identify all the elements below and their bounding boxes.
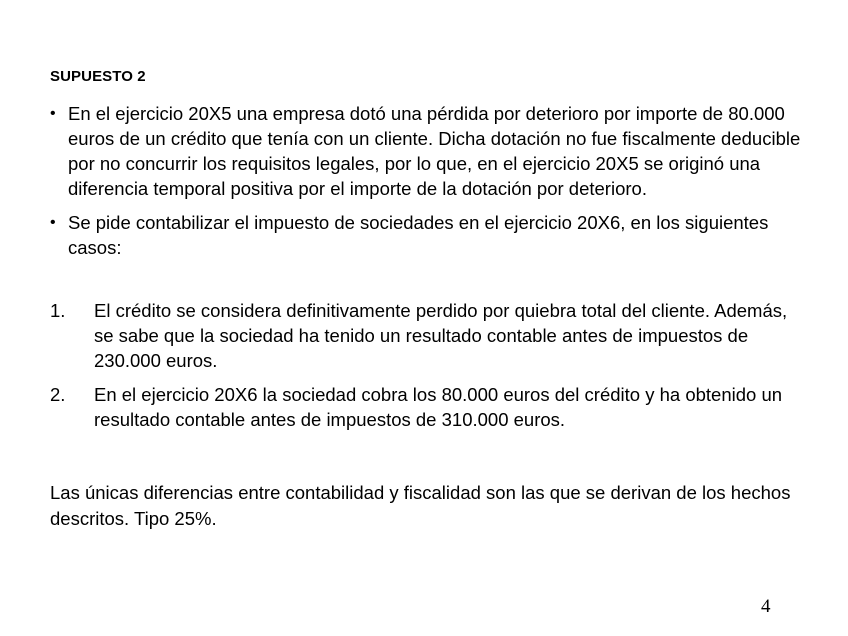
slide-heading: SUPUESTO 2 <box>50 68 146 85</box>
cases-numbered-list <box>50 298 810 441</box>
bullet-item <box>50 210 810 260</box>
bullet-text: En el ejercicio 20X5 una empresa dotó una pérdida por deterioro por importe de 80.000 euros de un crédito que tenía con un cliente. Dicha dotación no fue fiscalmente deducible por no concurrir los requisitos legales, por lo que, en el ejercicio 20X5 se originó una diferencia temporal positiva por el importe de la dotación por deterioro. <box>68 103 801 199</box>
page-number: 4 <box>761 596 771 617</box>
case-number: 2. <box>50 384 66 405</box>
bullet-item <box>50 101 810 201</box>
bullet-dot-icon: • <box>50 105 56 122</box>
bullet-text: Se pide contabilizar el impuesto de sociedades en el ejercicio 20X6, en los siguientes casos: <box>68 212 769 258</box>
bullet-dot-icon: • <box>50 214 56 231</box>
case-text: El crédito se considera definitivamente perdido por quiebra total del cliente. Además, se sabe que la sociedad ha tenido un resultado contable antes de impuestos de 230.000 euros. <box>94 300 788 371</box>
case-item <box>50 382 810 432</box>
case-item <box>50 298 810 373</box>
case-number: 1. <box>50 300 66 321</box>
case-text: En el ejercicio 20X6 la sociedad cobra los 80.000 euros del crédito y ha obtenido un resultado contable antes de impuestos de 310.000 euros. <box>94 384 783 430</box>
statement-bullet-list <box>50 101 810 269</box>
closing-paragraph: Las únicas diferencias entre contabilidad y fiscalidad son las que se derivan de los hechos descritos. Tipo 25%. <box>50 482 791 529</box>
